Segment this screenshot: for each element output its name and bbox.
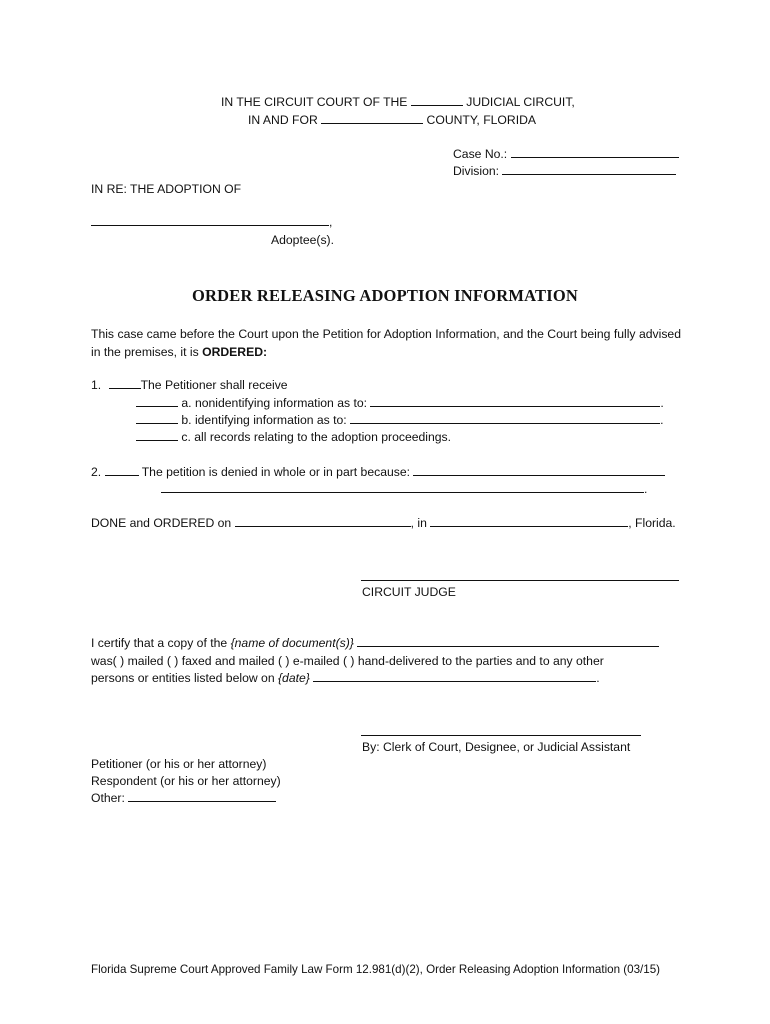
clerk-label: By: Clerk of Court, Designee, or Judicial Assistant	[362, 740, 631, 754]
court-header-line-1	[221, 94, 575, 110]
document-title: ORDER RELEASING ADOPTION INFORMATION	[192, 286, 578, 305]
done-date-field[interactable]	[235, 515, 411, 527]
done-florida-label: , Florida.	[628, 516, 676, 530]
item-1b-check-field[interactable]	[136, 412, 178, 424]
done-location-field[interactable]	[430, 515, 628, 527]
certify-prefix: I certify that a copy of the	[91, 636, 228, 650]
ordered-label: ORDERED:	[202, 345, 268, 359]
case-number-field[interactable]	[511, 146, 679, 158]
item-2-row	[91, 464, 665, 480]
item-1-check-field[interactable]	[109, 377, 141, 389]
item-2-reason-field[interactable]	[413, 464, 665, 476]
period: .	[644, 482, 648, 496]
item-1-number: 1.	[91, 378, 102, 392]
clerk-signature-line[interactable]	[361, 735, 641, 736]
court-header-line-2	[248, 112, 536, 128]
intro-text: This case came before the Court upon the Petition for Adoption Information, and the Court being fully advised in the premises, it is	[91, 327, 681, 359]
recipient-other-label: Other:	[91, 791, 125, 805]
division-row	[453, 163, 676, 179]
date-placeholder: {date}	[277, 671, 310, 685]
recipient-other-field[interactable]	[128, 790, 276, 802]
item-1c-check-field[interactable]	[136, 429, 178, 441]
adoptee-name-row	[91, 214, 332, 230]
item-2-number: 2.	[91, 465, 102, 479]
circuit-judge-label: CIRCUIT JUDGE	[362, 585, 456, 599]
division-label: Division:	[453, 164, 500, 178]
item-2-continuation-row	[161, 481, 647, 497]
item-1c-row	[136, 429, 451, 445]
item-2-check-field[interactable]	[105, 464, 139, 476]
document-name-placeholder: {name of document(s)}	[230, 636, 354, 650]
item-1c-label: c. all records relating to the adoption proceedings.	[181, 430, 452, 444]
circuit-number-field[interactable]	[411, 94, 463, 106]
item-1a-row	[136, 395, 664, 411]
recipient-respondent: Respondent (or his or her attorney)	[91, 774, 281, 788]
court-header-text: COUNTY, FLORIDA	[426, 113, 537, 127]
form-footer: Florida Supreme Court Approved Family Law Form 12.981(d)(2), Order Releasing Adoption Information (03/15)	[91, 963, 661, 976]
division-field[interactable]	[502, 163, 676, 175]
period: .	[596, 671, 600, 685]
item-1b-detail-field[interactable]	[350, 412, 660, 424]
recipient-petitioner: Petitioner (or his or her attorney)	[91, 757, 267, 771]
judge-signature-line[interactable]	[361, 580, 679, 581]
recipient-other-row	[91, 790, 276, 806]
done-in-label: , in	[410, 516, 427, 530]
adoptee-name-field[interactable]	[91, 214, 329, 226]
item-1-label: The Petitioner shall receive	[140, 378, 288, 392]
item-2-label: The petition is denied in whole or in part because:	[141, 465, 411, 479]
done-ordered-label: DONE and ORDERED on	[91, 516, 232, 530]
period: .	[660, 413, 664, 427]
item-1b-row	[136, 412, 663, 428]
intro-paragraph	[91, 325, 681, 361]
comma: ,	[329, 215, 333, 229]
court-header-text: JUDICIAL CIRCUIT,	[466, 95, 575, 109]
item-1-row	[91, 377, 288, 393]
item-1b-label: b. identifying information as to:	[181, 413, 347, 427]
adoptee-label: Adoptee(s).	[271, 233, 335, 247]
court-header-text: IN THE CIRCUIT COURT OF THE	[221, 95, 408, 109]
done-ordered-row	[91, 515, 676, 531]
case-number-row	[453, 146, 679, 162]
county-field[interactable]	[321, 112, 423, 124]
case-number-label: Case No.:	[453, 147, 508, 161]
period: .	[660, 396, 664, 410]
in-re-caption: IN RE: THE ADOPTION OF	[91, 182, 242, 196]
court-header-text: IN AND FOR	[248, 113, 318, 127]
item-2-reason-field-2[interactable]	[161, 481, 644, 493]
certify-row-3	[91, 670, 600, 686]
certify-date-field[interactable]	[313, 670, 596, 682]
certify-delivery-methods: was( ) mailed ( ) faxed and mailed ( ) e-mailed ( ) hand-delivered to the parties and to any other	[91, 654, 604, 668]
document-name-field[interactable]	[357, 635, 659, 647]
certify-date-prefix: persons or entities listed below on	[91, 671, 275, 685]
certify-row-1	[91, 635, 659, 651]
item-1a-detail-field[interactable]	[370, 395, 660, 407]
item-1a-label: a. nonidentifying information as to:	[181, 396, 368, 410]
item-1a-check-field[interactable]	[136, 395, 178, 407]
